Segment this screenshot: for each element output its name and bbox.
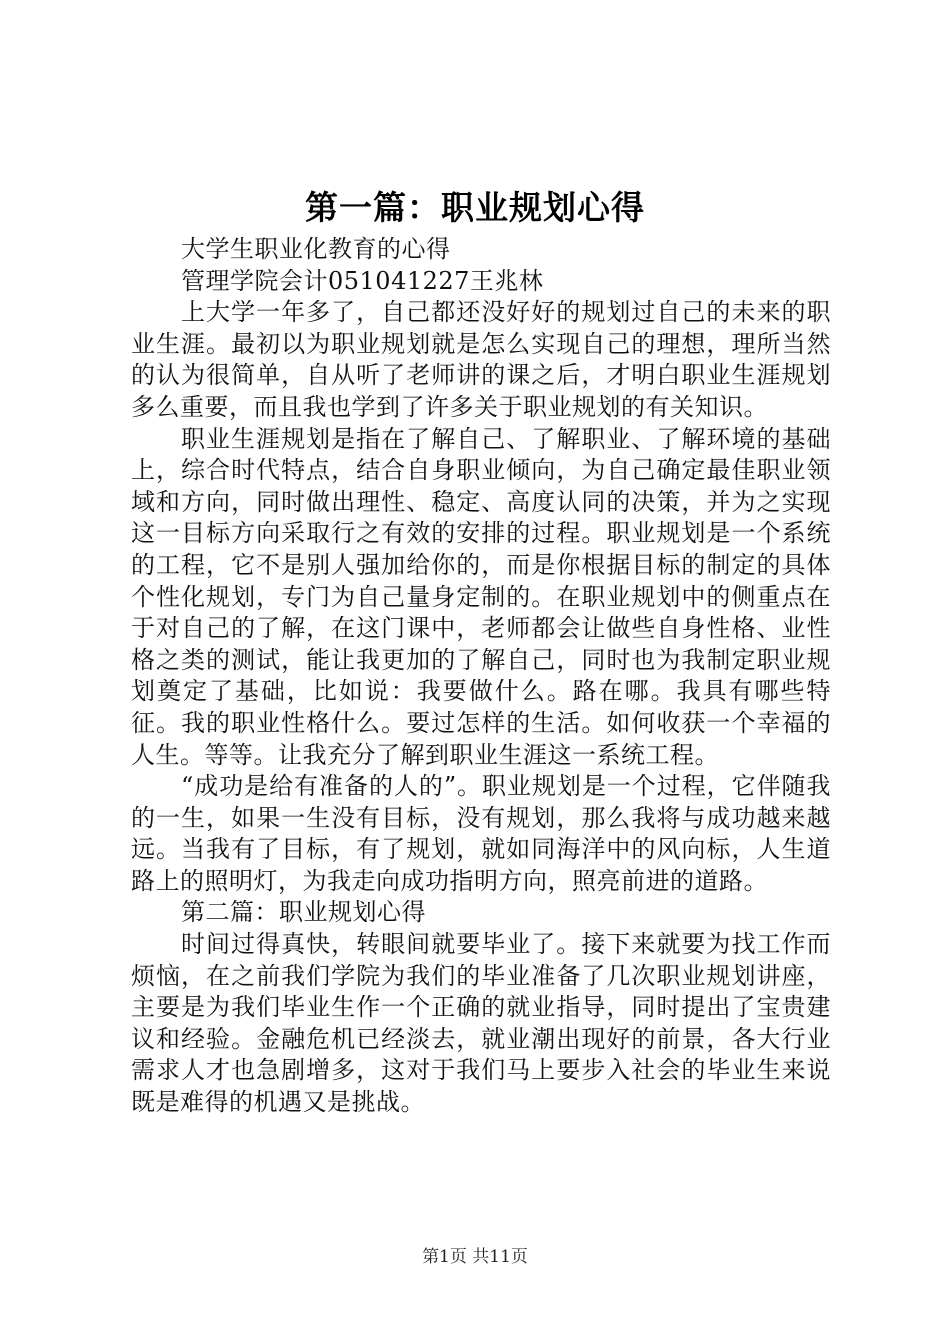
paragraph-graduation: 时间过得真快，转眼间就要毕业了。接下来就要为找工作而烦恼，在之前我们学院为我们的毕业准备了几次职业规划讲座，主要是为我们毕业生作一个正确的就业指导，同时提出了宝贵建议和经验。金融危机已经淡去，就业潮出现好的前景，各大行业需求人才也急剧增多，这对于我们马上要步入社会的毕业生来说既是难得的机遇又是挑战。	[131, 930, 831, 1117]
paragraph-definition: 职业生涯规划是指在了解自己、了解职业、了解环境的基础上，综合时代特点，结合自身职业倾向，为自己确定最佳职业领域和方向，同时做出理性、稳定、高度认同的决策，并为之实现这一目标方向采取行之有效的安排的过程。职业规划是一个系统的工程，它不是别人强加给你的，而是你根据目标的制定的具体个性化规划，专门为自己量身定制的。在职业规划中的侧重点在于对自己的了解，在这门课中，老师都会让做些自身性格、业性格之类的测试，能让我更加的了解自己，同时也为我制定职业规划奠定了基础，比如说：我要做什么。路在哪。我具有哪些特征。我的职业性格什么。要过怎样的生活。如何收获一个幸福的人生。等等。让我充分了解到职业生涯这一系统工程。	[131, 424, 831, 769]
document-body	[131, 234, 831, 1119]
section-heading-second: 第二篇：职业规划心得	[181, 898, 426, 927]
document-title: 第一篇：职业规划心得	[305, 188, 645, 227]
author-line: 管理学院会计051041227王兆林	[181, 266, 544, 295]
page-number-footer: 第1页 共11页	[422, 1247, 528, 1267]
subtitle-line: 大学生职业化教育的心得	[181, 235, 451, 263]
paragraph-success: “成功是给有准备的人的”。职业规划是一个过程，它伴随我的一生，如果一生没有目标，没有规划，那么我将与成功越来越远。当我有了目标，有了规划，就如同海洋中的风向标，人生道路上的照明灯，为我走向成功指明方向，照亮前进的道路。	[131, 772, 831, 895]
paragraph-intro: 上大学一年多了，自己都还没好好的规划过自己的未来的职业生涯。最初以为职业规划就是怎么实现自己的理想，理所当然的认为很简单，自从听了老师讲的课之后，才明白职业生涯规划多么重要，而且我也学到了许多关于职业规划的有关知识。	[131, 298, 831, 421]
